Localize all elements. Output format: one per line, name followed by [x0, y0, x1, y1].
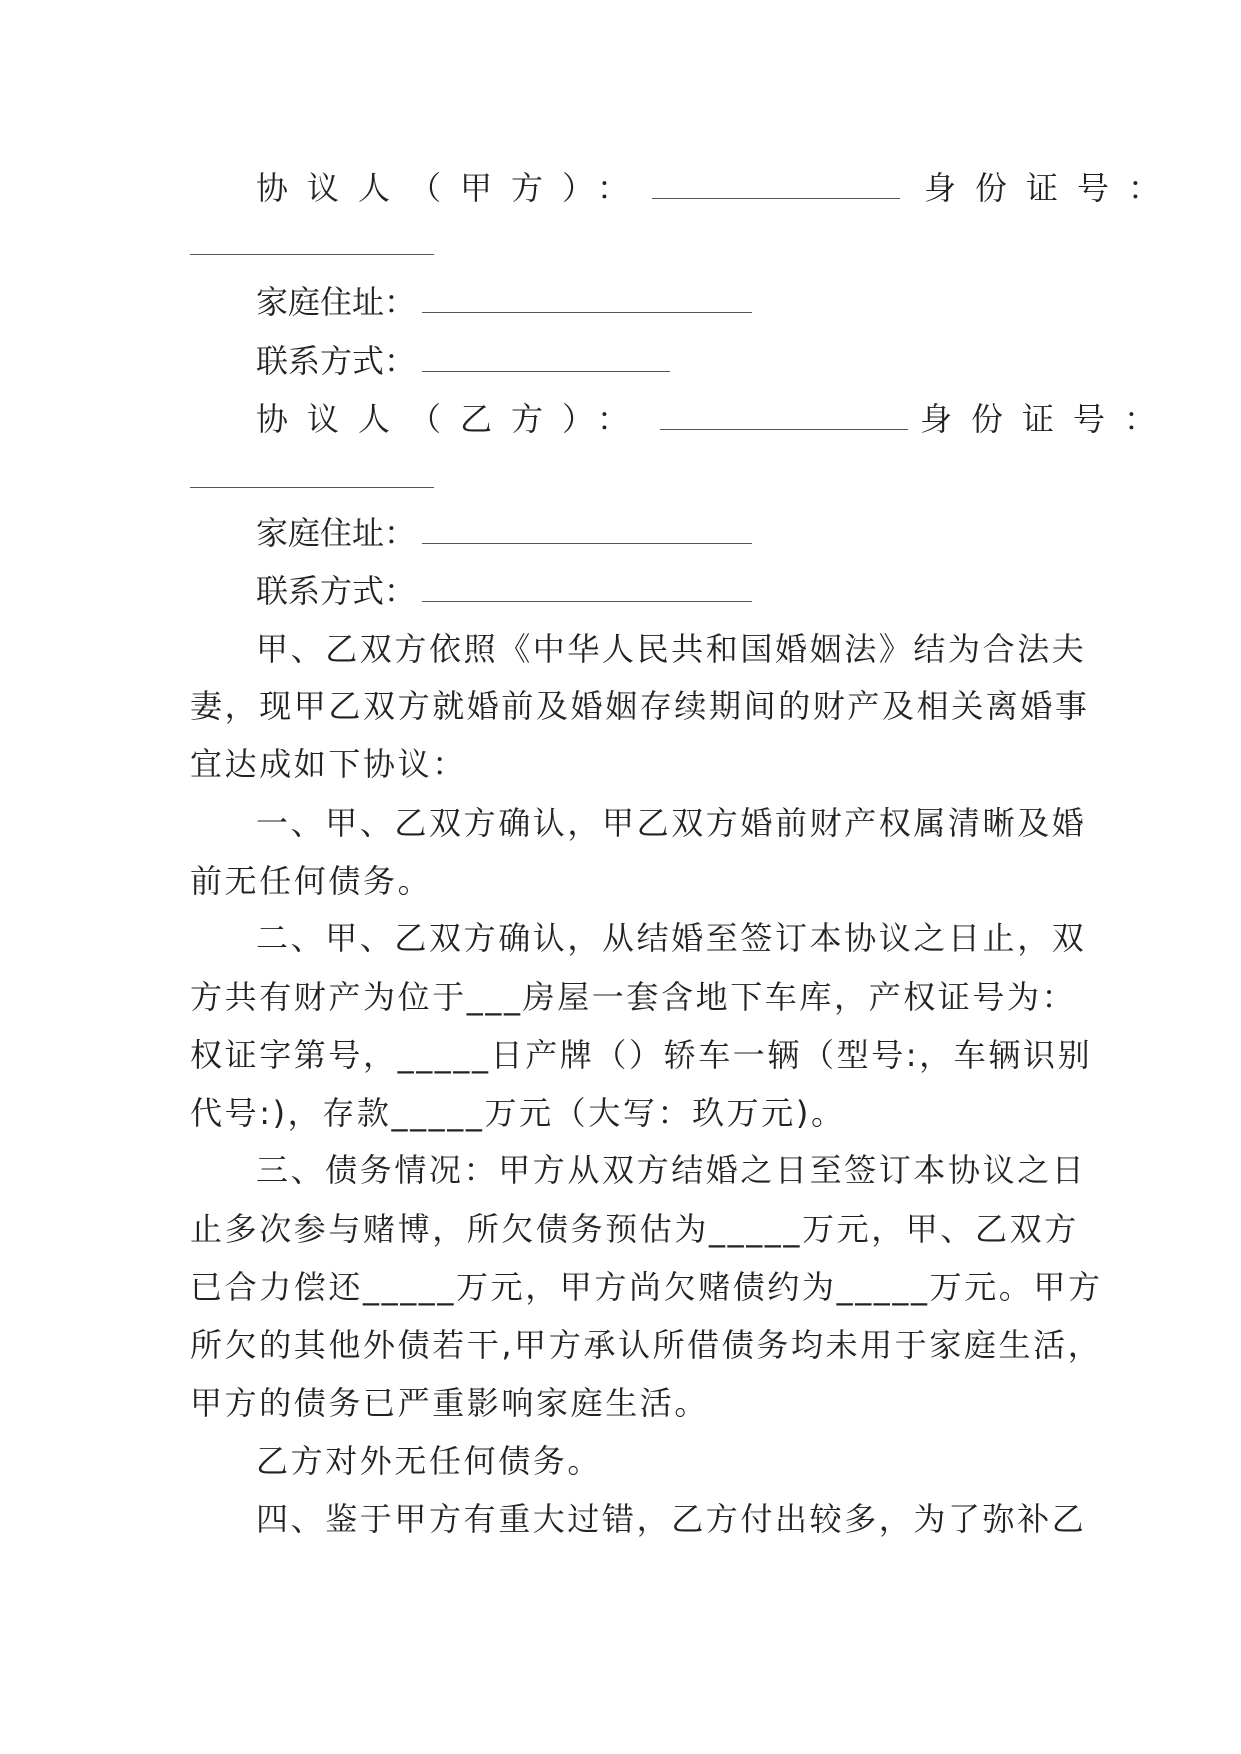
- party-a-address-line: [190, 282, 1111, 322]
- party-a-id-blank: [190, 254, 434, 255]
- party-b-label: 协议人（乙方）：: [256, 400, 649, 438]
- party-b-contact-label: 联系方式：: [256, 572, 417, 610]
- body-line: 权证字第号，_____日产牌（）轿车一辆（型号:，车辆识别: [190, 1036, 1093, 1074]
- party-b-line: [190, 399, 1176, 439]
- party-b-address-line: [190, 513, 1111, 553]
- party-a-contact-blank: [422, 345, 670, 372]
- body-line: 二、甲、乙双方确认，从结婚至签订本协议之日止，双: [256, 919, 1087, 957]
- party-a-label: 协议人（甲方）：: [256, 169, 649, 207]
- party-a-contact-label: 联系方式：: [256, 342, 417, 380]
- party-b-address-label: 家庭住址：: [256, 514, 417, 552]
- party-b-contact-line: [190, 571, 1111, 611]
- body-line: 代号:)，存款_____万元（大写：玖万元)。: [190, 1094, 846, 1132]
- body-line: 宜达成如下协议：: [190, 745, 467, 783]
- party-a-contact-line: [190, 341, 1111, 381]
- party-a-id-label: 身份证号：: [924, 169, 1180, 207]
- party-a-address-label: 家庭住址：: [256, 283, 417, 321]
- body-line: 乙方对外无任何债务。: [256, 1442, 603, 1480]
- body-line: 甲方的债务已严重影响家庭生活。: [190, 1384, 710, 1422]
- party-a-name-blank: [652, 172, 900, 199]
- party-b-id-label: 身份证号：: [920, 400, 1176, 438]
- body-line: 一、甲、乙双方确认，甲乙双方婚前财产权属清晰及婚: [256, 804, 1087, 842]
- body-line: 前无任何债务。: [190, 862, 433, 900]
- body-line: 四、鉴于甲方有重大过错，乙方付出较多，为了弥补乙: [256, 1500, 1087, 1538]
- party-b-address-blank: [422, 517, 752, 544]
- body-line: 止多次参与赌博，所欠债务预估为_____万元，甲、乙双方: [190, 1210, 1079, 1248]
- body-line: 已合力偿还_____万元，甲方尚欠赌债约为_____万元。甲方: [190, 1268, 1103, 1306]
- party-b-contact-blank: [422, 575, 752, 602]
- party-b-name-blank: [660, 403, 908, 430]
- body-line: 甲、乙双方依照《中华人民共和国婚姻法》结为合法夫: [256, 630, 1087, 668]
- body-line: 妻，现甲乙双方就婚前及婚姻存续期间的财产及相关离婚事: [190, 687, 1090, 725]
- party-a-line: [190, 168, 1180, 208]
- body-line: 方共有财产为位于___房屋一套含地下车库，产权证号为：: [190, 978, 1077, 1016]
- body-line: 所欠的其他外债若干,甲方承认所借债务均未用于家庭生活，: [190, 1326, 1103, 1364]
- body-line: 三、债务情况：甲方从双方结婚之日至签订本协议之日: [256, 1151, 1087, 1189]
- party-b-id-blank: [190, 487, 434, 488]
- party-a-address-blank: [422, 286, 752, 313]
